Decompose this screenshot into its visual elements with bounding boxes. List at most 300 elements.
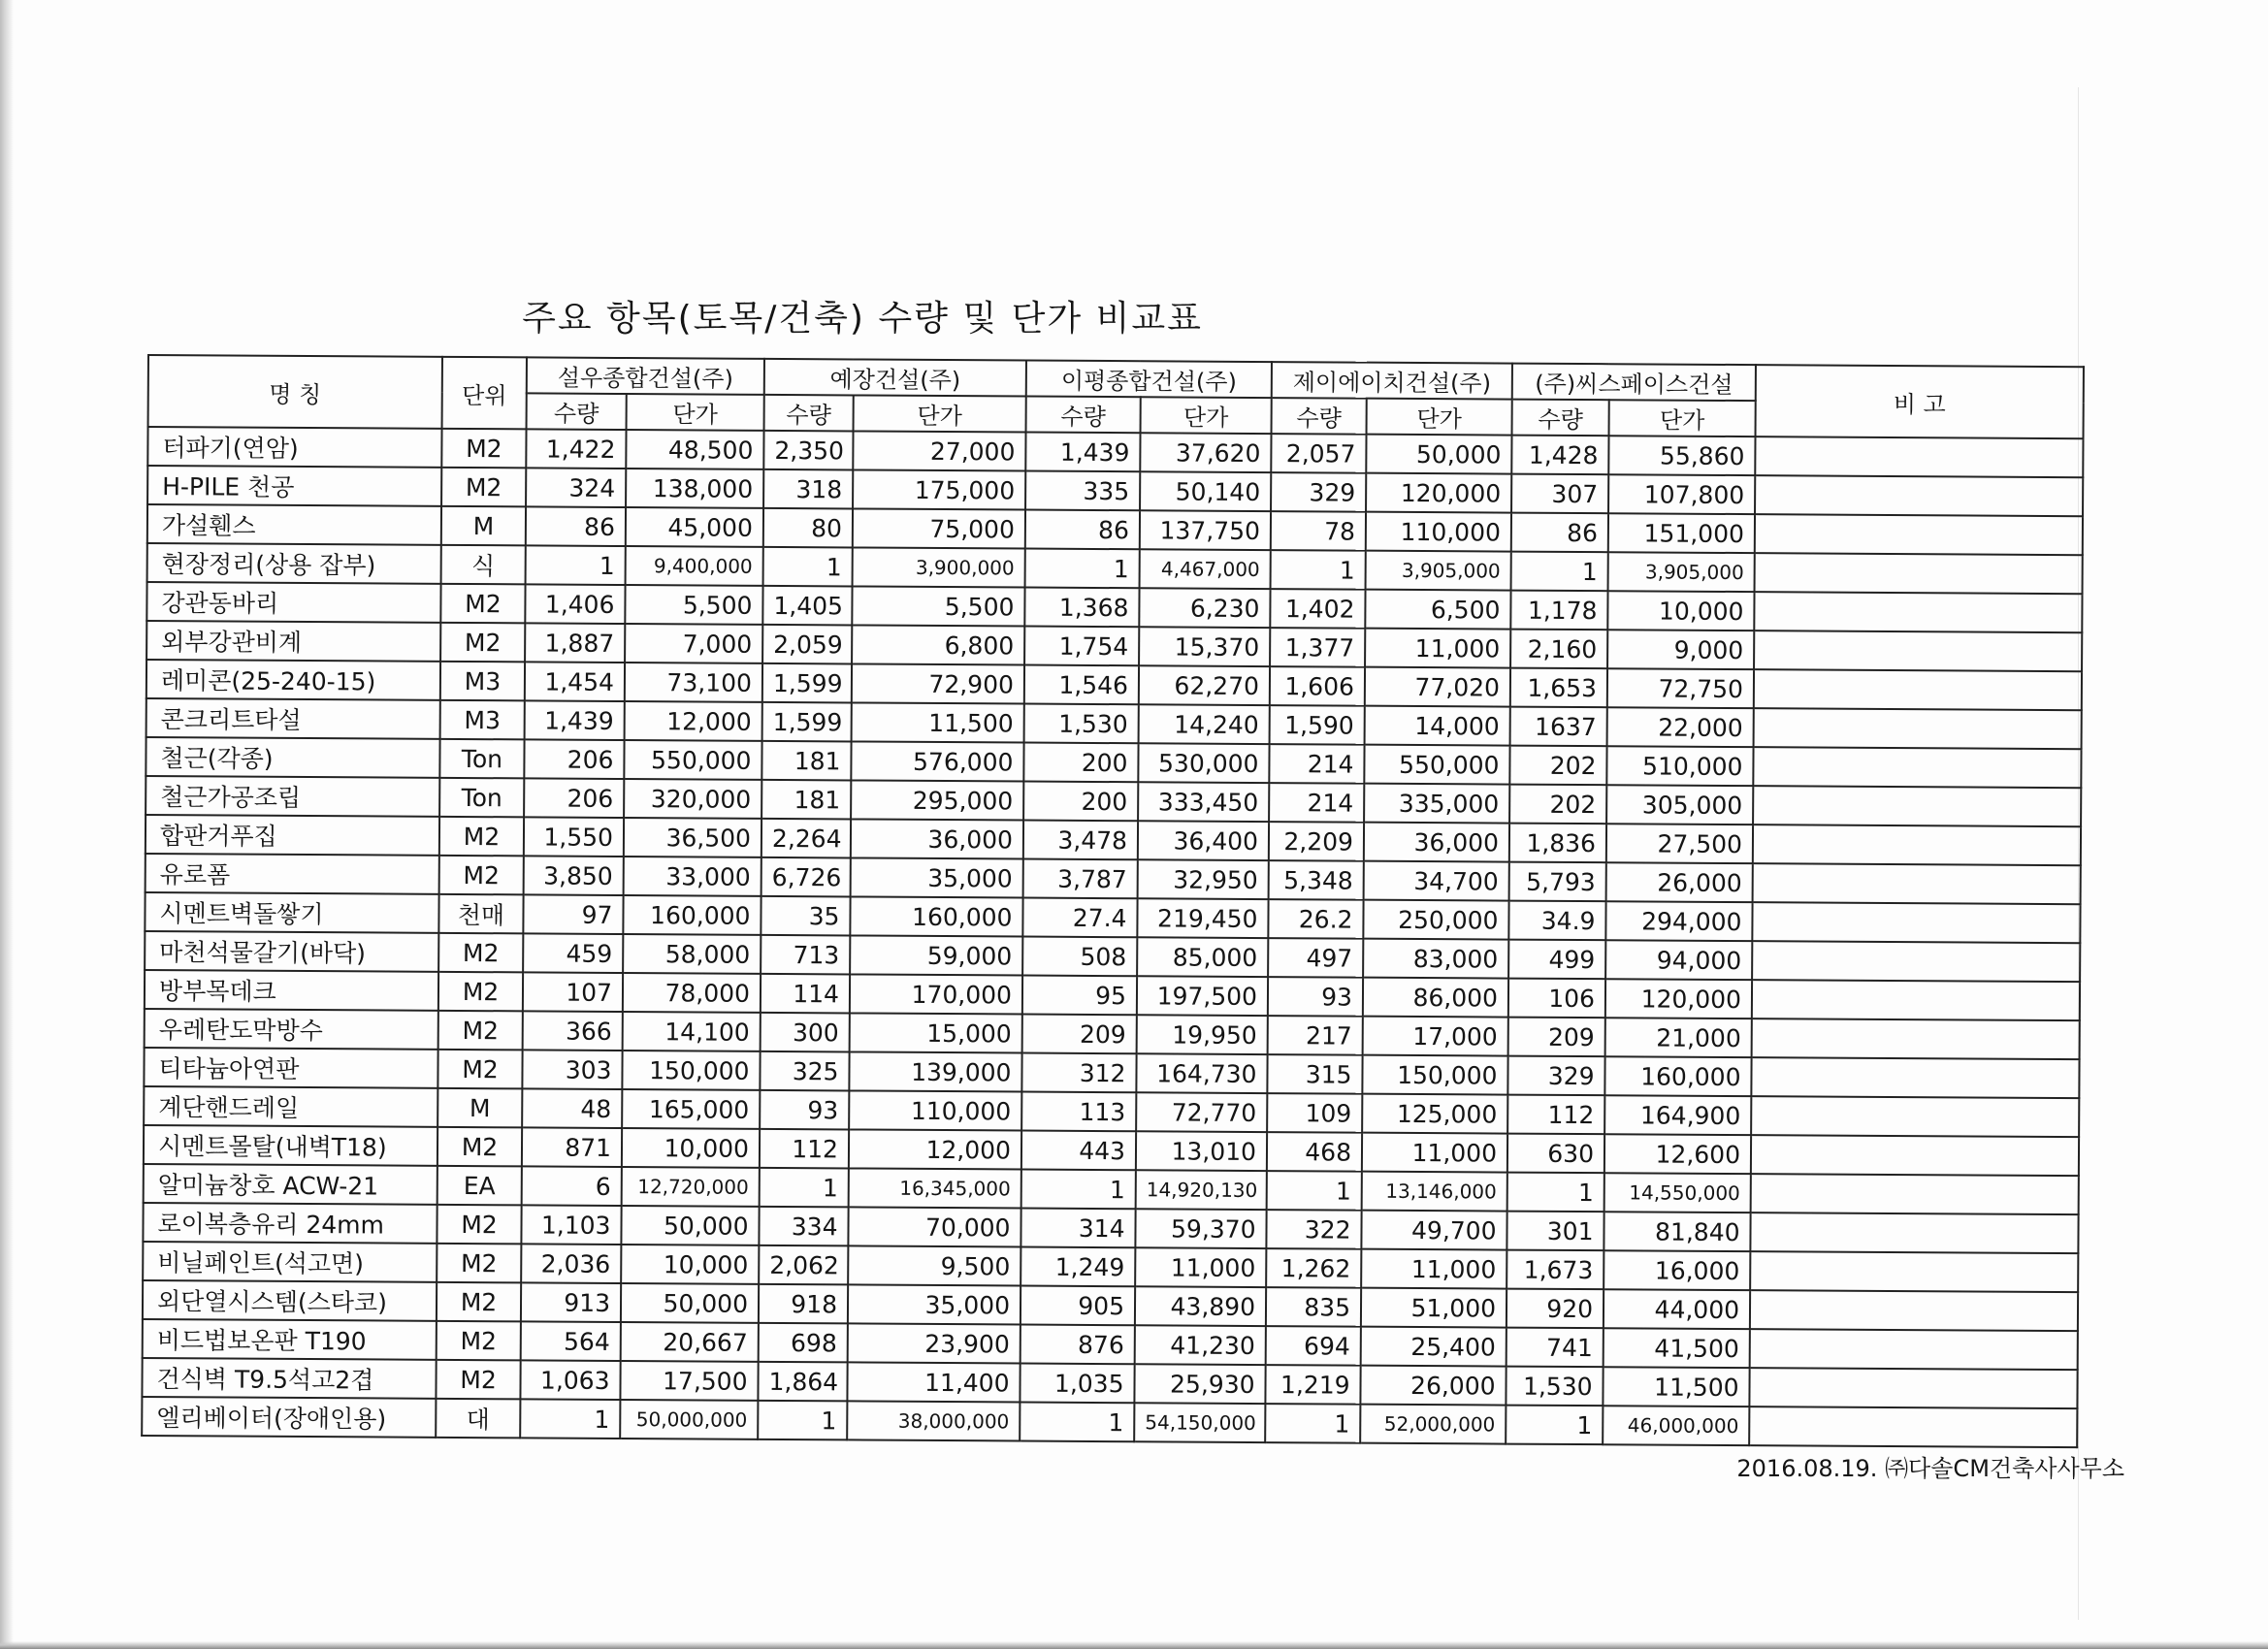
price-cell: 164,730: [1136, 1053, 1267, 1093]
price-cell: 294,000: [1605, 901, 1752, 941]
qty-cell: 107: [523, 972, 623, 1012]
item-unit: M2: [436, 1360, 520, 1400]
qty-cell: 6,726: [761, 857, 851, 897]
qty-cell: 318: [763, 469, 853, 509]
qty-cell: 1,887: [525, 623, 625, 663]
item-unit: M: [437, 1088, 522, 1128]
price-cell: 50,140: [1140, 471, 1271, 511]
qty-cell: 325: [760, 1051, 849, 1091]
qty-cell: 2,209: [1269, 822, 1364, 861]
price-cell: 11,000: [1135, 1247, 1266, 1287]
qty-cell: 1,035: [1020, 1364, 1134, 1404]
qty-cell: 3,850: [524, 856, 624, 895]
remark-cell: [1750, 1290, 2078, 1331]
qty-cell: 315: [1267, 1054, 1362, 1094]
price-cell: 14,100: [623, 1012, 761, 1051]
qty-cell: 876: [1021, 1325, 1135, 1365]
price-cell: 44,000: [1604, 1289, 1750, 1329]
qty-cell: 1,550: [524, 817, 624, 857]
remark-cell: [1753, 747, 2081, 788]
qty-cell: 1,530: [1506, 1367, 1603, 1406]
item-unit: M2: [439, 817, 524, 857]
price-cell: 36,500: [624, 818, 761, 857]
qty-cell: 1,653: [1510, 668, 1607, 708]
scan-edge-left: [0, 0, 14, 1649]
price-cell: 138,000: [626, 469, 763, 508]
qty-cell: 93: [1268, 977, 1363, 1017]
header-company-1: 설우종합건설(주): [527, 357, 764, 394]
qty-cell: 564: [521, 1321, 621, 1361]
header-price: 단가: [854, 395, 1026, 432]
item-unit: M2: [437, 1205, 521, 1245]
qty-cell: 508: [1022, 937, 1137, 977]
remark-cell: [1752, 1018, 2080, 1059]
price-cell: 150,000: [622, 1051, 760, 1090]
item-unit: M3: [440, 662, 525, 701]
price-cell: 11,000: [1361, 1249, 1507, 1289]
item-name: 가설휀스: [147, 504, 441, 545]
qty-cell: 86: [1025, 510, 1140, 550]
remark-cell: [1755, 475, 2083, 516]
qty-cell: 206: [524, 739, 624, 779]
item-name: 방부목데크: [145, 970, 438, 1011]
qty-cell: 106: [1508, 979, 1605, 1018]
item-unit: Ton: [439, 739, 524, 779]
price-cell: 46,000,000: [1603, 1406, 1749, 1445]
remark-cell: [1752, 941, 2080, 982]
price-cell: 14,240: [1139, 704, 1270, 744]
item-name: 로이복층유리 24mm: [143, 1203, 437, 1244]
price-cell: 36,400: [1138, 821, 1269, 860]
qty-cell: 1,249: [1021, 1247, 1135, 1287]
remark-cell: [1751, 1174, 2079, 1214]
header-price: 단가: [1367, 399, 1512, 436]
qty-cell: 2,264: [761, 819, 851, 858]
header-company-5: (주)씨스페이스건설: [1512, 364, 1756, 402]
price-cell: 81,840: [1604, 1212, 1750, 1251]
price-cell: 12,600: [1604, 1134, 1751, 1174]
price-cell: 17,500: [620, 1361, 758, 1401]
price-cell: 15,000: [850, 1013, 1022, 1052]
price-cell: 110,000: [1366, 512, 1511, 552]
scan-edge-bottom: [0, 1641, 2268, 1649]
qty-cell: 468: [1267, 1132, 1362, 1172]
price-cell: 37,620: [1140, 433, 1271, 472]
item-unit: 대: [436, 1399, 520, 1439]
qty-cell: 1,599: [762, 663, 852, 703]
item-name: 철근가공조립: [146, 776, 439, 817]
price-cell: 11,000: [1365, 629, 1510, 668]
header-qty: 수량: [527, 393, 627, 430]
qty-cell: 1: [763, 547, 853, 587]
price-cell: 5,500: [852, 586, 1024, 626]
qty-cell: 200: [1023, 743, 1138, 783]
item-unit: M2: [437, 1321, 521, 1361]
qty-cell: 1,219: [1265, 1365, 1360, 1405]
item-name: 콘크리트타설: [146, 698, 440, 739]
price-cell: 510,000: [1606, 746, 1753, 786]
qty-cell: 1,590: [1270, 705, 1365, 745]
header-price: 단가: [1141, 397, 1272, 434]
qty-cell: 1,673: [1507, 1250, 1604, 1290]
price-cell: 50,000: [621, 1206, 759, 1245]
price-cell: 23,900: [848, 1323, 1021, 1363]
price-cell: 576,000: [851, 741, 1023, 781]
price-cell: 13,146,000: [1362, 1172, 1507, 1212]
qty-cell: 86: [1511, 513, 1608, 553]
table-body: [142, 427, 2083, 1447]
price-cell: 165,000: [622, 1089, 760, 1129]
qty-cell: 1,402: [1270, 589, 1365, 629]
qty-cell: 97: [523, 894, 623, 934]
qty-cell: 300: [761, 1013, 850, 1052]
price-cell: 75,000: [853, 508, 1025, 548]
header-price: 단가: [1609, 400, 1756, 436]
price-cell: 34,700: [1364, 861, 1509, 901]
qty-cell: 1: [1025, 549, 1140, 589]
qty-cell: 913: [521, 1282, 621, 1322]
qty-cell: 202: [1509, 785, 1606, 824]
price-cell: 73,100: [625, 663, 762, 702]
qty-cell: 1,836: [1509, 824, 1606, 863]
qty-cell: 1,864: [758, 1362, 847, 1402]
price-cell: 335,000: [1364, 784, 1509, 824]
comparison-table-wrapper: [141, 354, 2083, 1448]
item-unit: M2: [439, 856, 524, 895]
comparison-table: [141, 354, 2085, 1448]
item-name: 시멘트몰탈(내벽T18): [144, 1125, 437, 1166]
qty-cell: 1: [526, 545, 626, 585]
qty-cell: 499: [1508, 940, 1605, 980]
qty-cell: 2,160: [1510, 630, 1607, 669]
header-qty: 수량: [1026, 397, 1141, 434]
qty-cell: 713: [761, 935, 850, 975]
qty-cell: 78: [1271, 511, 1366, 551]
remark-cell: [1753, 824, 2081, 865]
item-unit: M2: [440, 623, 525, 663]
price-cell: 160,000: [623, 895, 761, 935]
remark-cell: [1754, 708, 2082, 749]
qty-cell: 5,793: [1509, 862, 1606, 902]
price-cell: 333,450: [1138, 782, 1269, 822]
price-cell: 164,900: [1604, 1095, 1751, 1135]
qty-cell: 322: [1266, 1210, 1361, 1249]
qty-cell: 694: [1266, 1326, 1361, 1366]
qty-cell: 443: [1021, 1131, 1136, 1171]
item-unit: EA: [437, 1166, 522, 1206]
qty-cell: 3,478: [1023, 821, 1138, 860]
price-cell: 77,020: [1365, 667, 1510, 707]
price-cell: 78,000: [623, 973, 761, 1013]
price-cell: 35,000: [851, 857, 1023, 897]
item-unit: 천매: [438, 894, 523, 934]
item-unit: M2: [437, 1244, 521, 1283]
footer-date-company: 2016.08.19. ㈜다솔CM건축사사무소: [1736, 1455, 2124, 1482]
qty-cell: 1,428: [1511, 436, 1608, 475]
item-name: 철근(각종): [146, 737, 439, 778]
item-name: 시멘트벽돌쌓기: [145, 892, 438, 933]
header-row-companies: [148, 355, 2084, 403]
price-cell: 49,700: [1361, 1211, 1507, 1250]
price-cell: 35,000: [848, 1284, 1021, 1324]
qty-cell: 1,063: [520, 1360, 620, 1400]
qty-cell: 1637: [1510, 707, 1607, 747]
remark-cell: [1754, 630, 2082, 671]
qty-cell: 1,454: [525, 662, 625, 701]
item-unit: M3: [440, 700, 525, 740]
price-cell: 5,500: [625, 585, 762, 625]
price-cell: 25,930: [1134, 1364, 1265, 1404]
price-cell: 72,750: [1607, 668, 1754, 708]
qty-cell: 5,348: [1269, 860, 1364, 900]
price-cell: 43,890: [1135, 1286, 1266, 1326]
price-cell: 120,000: [1366, 473, 1511, 513]
price-cell: 50,000,000: [620, 1400, 758, 1439]
price-cell: 50,000: [1366, 435, 1511, 474]
qty-cell: 209: [1508, 1018, 1605, 1057]
price-cell: 175,000: [853, 469, 1025, 509]
item-name: 마천석물갈기(바닥): [145, 931, 438, 972]
price-cell: 305,000: [1606, 785, 1753, 824]
price-cell: 3,905,000: [1608, 552, 1755, 592]
price-cell: 10,000: [1607, 591, 1754, 630]
remark-cell: [1751, 1096, 2079, 1137]
qty-cell: 312: [1021, 1053, 1136, 1093]
qty-cell: 329: [1271, 472, 1366, 512]
price-cell: 14,000: [1365, 706, 1510, 746]
price-cell: 151,000: [1608, 513, 1755, 553]
qty-cell: 1,439: [525, 700, 625, 740]
qty-cell: 6: [522, 1166, 622, 1206]
price-cell: 62,270: [1139, 665, 1270, 705]
item-unit: M2: [440, 584, 525, 624]
table-header: [148, 355, 2084, 438]
qty-cell: 181: [761, 780, 851, 820]
item-name: 레미콘(25-240-15): [146, 660, 440, 700]
item-name: 터파기(연암): [147, 427, 441, 468]
qty-cell: 48: [522, 1088, 622, 1128]
price-cell: 27,000: [853, 431, 1025, 470]
item-name: 티타늄아연판: [144, 1048, 437, 1088]
price-cell: 160,000: [850, 896, 1022, 936]
price-cell: 9,500: [848, 1245, 1021, 1285]
qty-cell: 334: [759, 1207, 848, 1246]
price-cell: 137,750: [1140, 510, 1271, 550]
price-cell: 86,000: [1363, 978, 1508, 1018]
header-qty: 수량: [1512, 400, 1609, 436]
price-cell: 33,000: [624, 857, 761, 896]
qty-cell: 1,377: [1270, 628, 1365, 667]
item-unit: M2: [438, 933, 523, 973]
qty-cell: 35: [761, 896, 850, 936]
remark-cell: [1754, 669, 2082, 710]
qty-cell: 27.4: [1022, 898, 1137, 938]
qty-cell: 3,787: [1023, 859, 1138, 899]
item-name: H-PILE 천공: [147, 466, 441, 506]
qty-cell: 918: [759, 1284, 848, 1324]
remark-cell: [1752, 902, 2080, 943]
qty-cell: 1: [1511, 552, 1608, 592]
item-unit: M2: [438, 972, 523, 1012]
qty-cell: 1,754: [1024, 627, 1139, 666]
price-cell: 219,450: [1137, 898, 1268, 938]
price-cell: 55,860: [1608, 436, 1755, 475]
qty-cell: 303: [522, 1050, 622, 1089]
price-cell: 48,500: [626, 430, 763, 469]
price-cell: 14,550,000: [1604, 1173, 1751, 1212]
remark-cell: [1755, 436, 2083, 477]
price-cell: 54,150,000: [1134, 1403, 1265, 1442]
qty-cell: 112: [1507, 1095, 1604, 1135]
qty-cell: 920: [1507, 1289, 1604, 1329]
price-cell: 550,000: [624, 740, 761, 780]
price-cell: 16,345,000: [849, 1168, 1021, 1208]
price-cell: 320,000: [624, 779, 761, 819]
price-cell: 7,000: [625, 624, 762, 663]
price-cell: 197,500: [1137, 976, 1268, 1016]
price-cell: 150,000: [1362, 1055, 1507, 1095]
qty-cell: 497: [1268, 938, 1363, 978]
remark-cell: [1753, 863, 2081, 904]
qty-cell: 1,530: [1024, 704, 1139, 744]
price-cell: 14,920,130: [1136, 1170, 1267, 1210]
price-cell: 11,000: [1362, 1133, 1507, 1173]
header-name: 명 칭: [148, 355, 442, 429]
price-cell: 21,000: [1605, 1018, 1752, 1057]
item-unit: M2: [441, 468, 526, 507]
price-cell: 10,000: [622, 1128, 760, 1168]
price-cell: 6,800: [852, 625, 1024, 664]
price-cell: 45,000: [626, 507, 763, 547]
item-name: 강관동바리: [146, 582, 440, 623]
qty-cell: 1,405: [762, 586, 852, 626]
qty-cell: 459: [523, 933, 623, 973]
price-cell: 160,000: [1604, 1056, 1751, 1096]
remark-cell: [1755, 553, 2083, 594]
item-name: 합판거푸집: [146, 815, 439, 856]
header-qty: 수량: [764, 395, 854, 432]
item-unit: M: [441, 506, 526, 546]
item-unit: M2: [437, 1050, 522, 1089]
remark-cell: [1753, 786, 2081, 826]
qty-cell: 366: [523, 1011, 623, 1051]
qty-cell: 324: [526, 468, 626, 507]
price-cell: 20,667: [621, 1322, 759, 1362]
price-cell: 9,400,000: [626, 546, 763, 586]
qty-cell: 114: [761, 974, 850, 1014]
price-cell: 26,000: [1360, 1366, 1506, 1406]
price-cell: 15,370: [1139, 627, 1270, 666]
qty-cell: 335: [1025, 471, 1140, 511]
qty-cell: 329: [1507, 1056, 1604, 1096]
item-unit: Ton: [439, 778, 524, 818]
price-cell: 16,000: [1604, 1250, 1750, 1290]
header-remark: 비 고: [1756, 365, 2084, 438]
price-cell: 11,400: [847, 1362, 1020, 1402]
qty-cell: 181: [761, 741, 851, 781]
price-cell: 50,000: [621, 1283, 759, 1323]
price-cell: 11,500: [852, 702, 1024, 742]
document-title: [0, 291, 2268, 340]
price-cell: 295,000: [851, 780, 1023, 820]
price-cell: 9,000: [1607, 630, 1754, 669]
qty-cell: 95: [1022, 976, 1137, 1016]
qty-cell: 112: [760, 1129, 849, 1169]
qty-cell: 905: [1021, 1286, 1135, 1326]
price-cell: 107,800: [1608, 474, 1755, 514]
price-cell: 25,400: [1361, 1327, 1507, 1367]
qty-cell: 1,606: [1270, 666, 1365, 706]
qty-cell: 214: [1269, 783, 1364, 823]
price-cell: 17,000: [1363, 1017, 1508, 1056]
item-unit: M2: [437, 1282, 521, 1322]
price-cell: 38,000,000: [847, 1401, 1020, 1440]
item-unit: M2: [438, 1011, 523, 1051]
price-cell: 6,500: [1365, 590, 1510, 630]
qty-cell: 1: [1265, 1404, 1360, 1443]
header-unit: 단위: [442, 357, 527, 430]
qty-cell: 80: [763, 508, 853, 548]
price-cell: 250,000: [1363, 900, 1508, 940]
qty-cell: 2,057: [1271, 434, 1366, 473]
price-cell: 59,370: [1135, 1209, 1266, 1248]
qty-cell: 1,262: [1266, 1248, 1361, 1288]
remark-cell: [1750, 1212, 2078, 1253]
qty-cell: 698: [759, 1323, 848, 1363]
price-cell: 27,500: [1606, 824, 1753, 863]
item-name: 비드법보온판 T190: [143, 1319, 437, 1360]
price-cell: 12,000: [625, 701, 762, 741]
remark-cell: [1755, 514, 2083, 555]
qty-cell: 109: [1267, 1093, 1362, 1133]
qty-cell: 1,103: [521, 1205, 621, 1245]
item-name: 외단열시스템(스타코): [143, 1280, 437, 1321]
item-name: 알미늄창호 ACW-21: [144, 1164, 437, 1205]
item-name: 우레탄도막방수: [145, 1009, 438, 1050]
qty-cell: 1: [1267, 1171, 1362, 1211]
price-cell: 13,010: [1136, 1131, 1267, 1171]
price-cell: 58,000: [623, 934, 761, 974]
qty-cell: 314: [1021, 1209, 1135, 1248]
remark-cell: [1749, 1368, 2077, 1408]
price-cell: 11,500: [1603, 1367, 1749, 1406]
qty-cell: 206: [524, 778, 624, 818]
price-cell: 26,000: [1606, 862, 1753, 902]
qty-cell: 1: [1020, 1403, 1134, 1442]
price-cell: 41,230: [1135, 1325, 1266, 1365]
qty-cell: 630: [1507, 1134, 1604, 1174]
remark-cell: [1750, 1329, 2078, 1370]
price-cell: 72,770: [1136, 1092, 1267, 1132]
qty-cell: 200: [1023, 782, 1138, 822]
qty-cell: 214: [1269, 744, 1364, 784]
price-cell: 530,000: [1138, 743, 1269, 783]
item-name: 계단핸드레일: [144, 1086, 437, 1127]
item-name: 비닐페인트(석고면): [143, 1242, 437, 1282]
item-unit: 식: [441, 545, 526, 585]
item-unit: M2: [441, 429, 526, 469]
price-cell: 550,000: [1364, 745, 1509, 785]
remark-cell: [1749, 1406, 2077, 1447]
remark-cell: [1752, 980, 2080, 1020]
header-company-4: 제이에이치건설(주): [1272, 362, 1512, 400]
qty-cell: 1,599: [762, 702, 852, 742]
qty-cell: 1: [1271, 550, 1366, 590]
item-name: 유로폼: [146, 854, 439, 894]
item-name: 외부강관비계: [146, 621, 440, 662]
price-cell: 72,900: [852, 663, 1024, 703]
remark-cell: [1751, 1135, 2079, 1176]
